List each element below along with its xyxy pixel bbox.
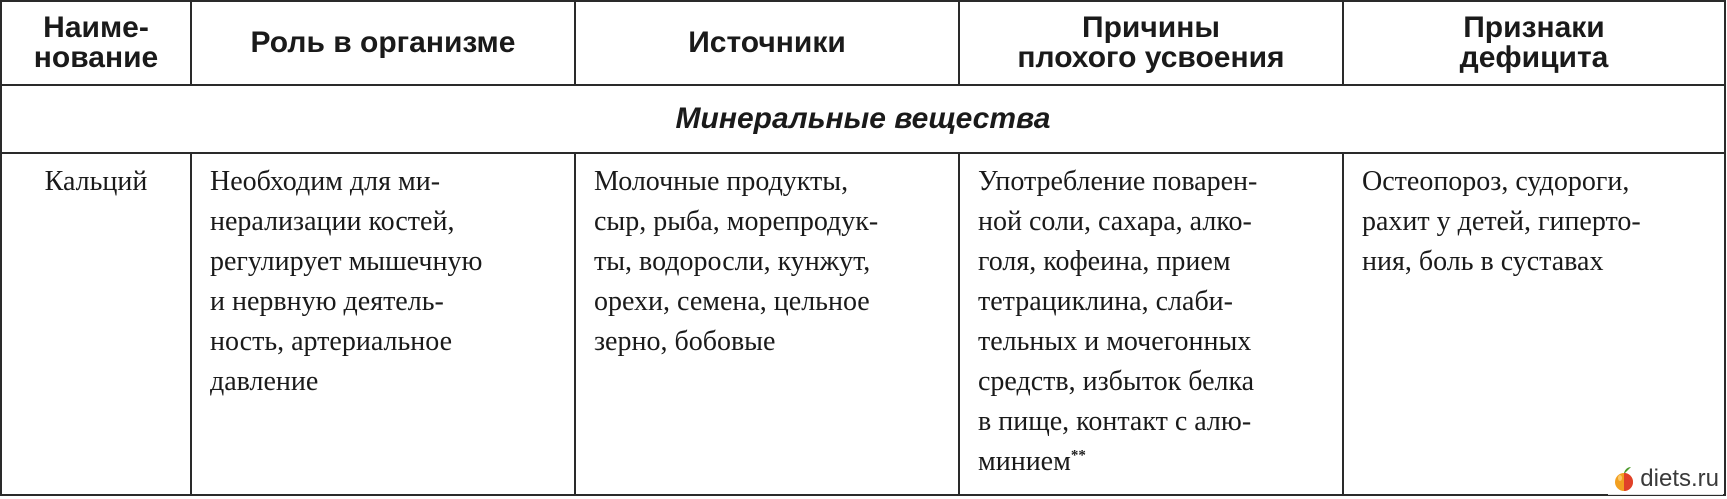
watermark-text: diets.ru — [1640, 465, 1719, 492]
table-row — [1, 153, 1725, 495]
cell-deficiency: Остеопороз, судороги, рахит у детей, гиперто- ния, боль в суставах — [1343, 153, 1725, 495]
section-title: Минеральные вещества — [1, 85, 1725, 153]
apple-icon — [1612, 466, 1636, 492]
header-name: Наиме- нование — [1, 1, 191, 85]
footnote-marker: ** — [1070, 447, 1086, 464]
header-sources: Источники — [575, 1, 959, 85]
watermark[interactable] — [1608, 463, 1723, 495]
cell-name: Кальций — [1, 153, 191, 495]
header-row — [1, 1, 1725, 85]
cell-poor-absorption-text: Употребление поварен- ной соли, сахара, алко- голя, кофеина, прием тетрациклина, слаби- тельных и мочегонных средств, избыток белка в пище, контакт с алю- минием — [978, 166, 1258, 477]
cell-poor-absorption — [959, 153, 1343, 495]
cell-sources: Молочные продукты, сыр, рыба, морепродук- ты, водоросли, кунжут, орехи, семена, цельное зерно, бобовые — [575, 153, 959, 495]
header-poor-absorption: Причины плохого усвоения — [959, 1, 1343, 85]
header-deficiency: Признаки дефицита — [1343, 1, 1725, 85]
cell-role: Необходим для ми- нерализации костей, регулирует мышечную и нервную деятель- ность, артериальное давление — [191, 153, 575, 495]
header-role: Роль в организме — [191, 1, 575, 85]
section-row — [1, 85, 1725, 153]
